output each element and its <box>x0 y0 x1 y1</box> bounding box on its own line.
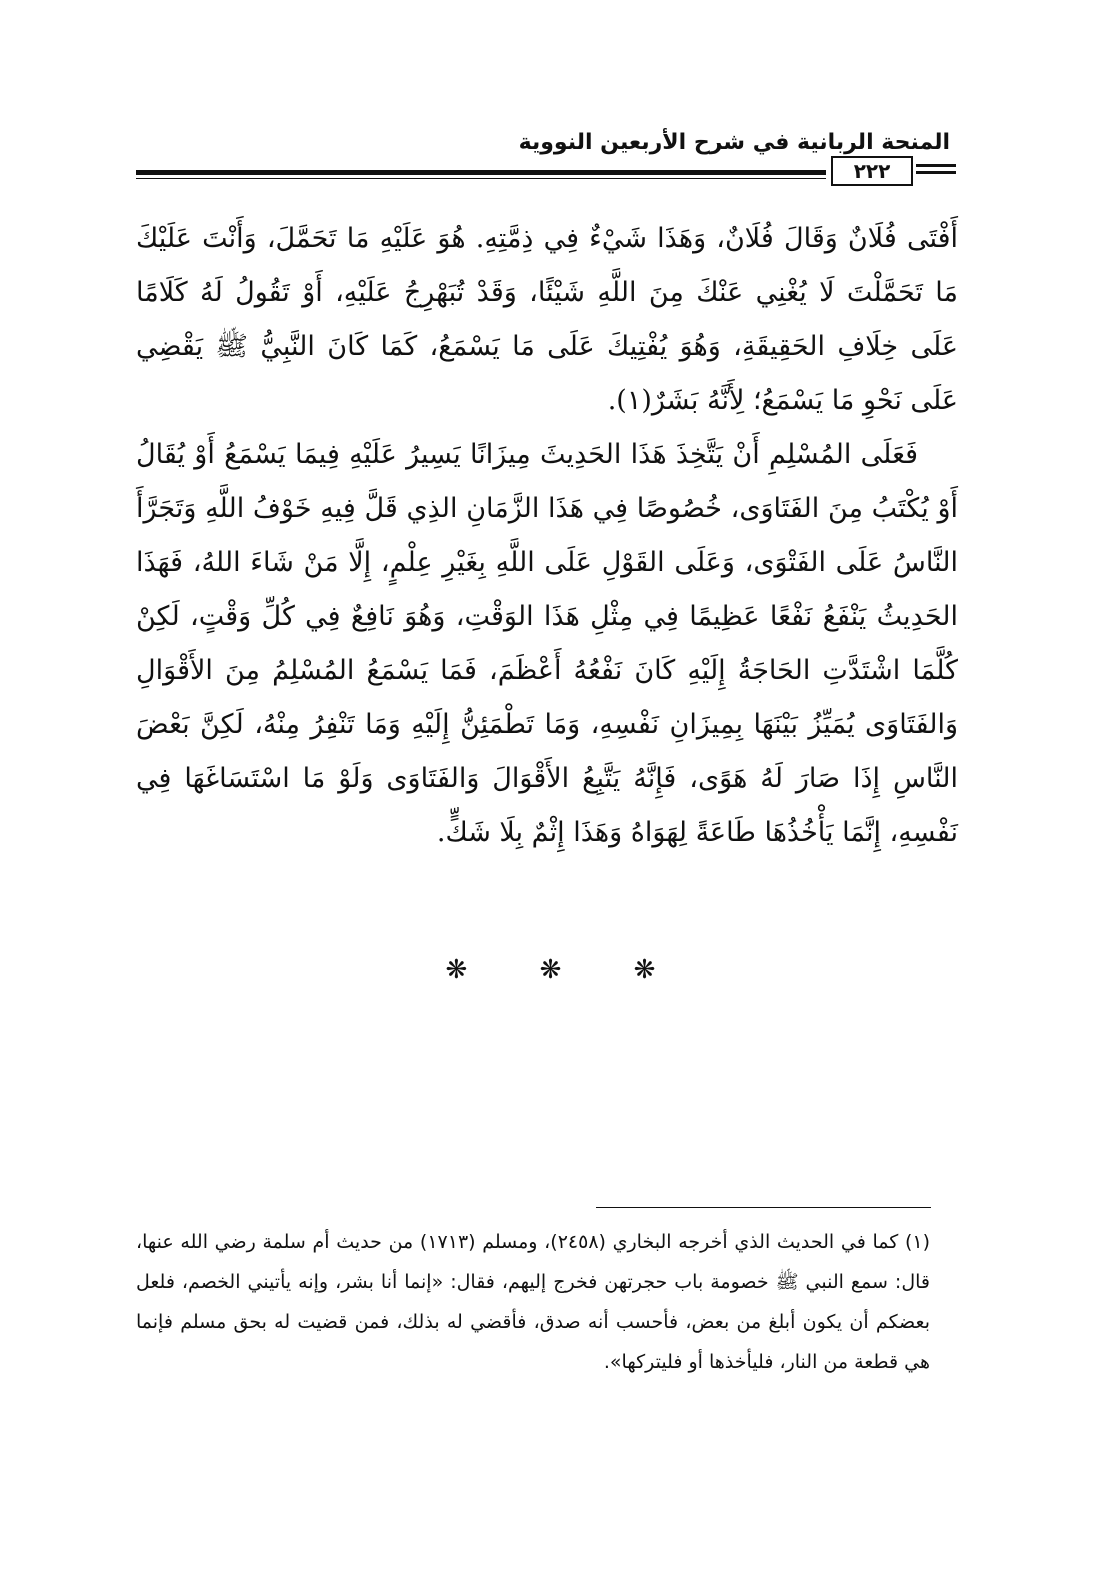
section-separator <box>0 955 1101 985</box>
header-decoration-bars <box>916 164 956 178</box>
paragraph: فَعَلَى المُسْلِمِ أَنْ يَتَّخِذَ هَذَا الحَدِيثَ مِيزَانًا يَسِيرُ عَلَيْهِ فِيمَا يَسْمَعُ أَوْ يُقَالُ أَوْ يُكْتَبُ مِنَ الفَتَاوَى، خُصُوصًا فِي هَذَا الزَّمَانِ الذِي قَلَّ فِيهِ خَوْفُ اللَّهِ وَتَجَرَّأَ النَّاسُ عَلَى الفَتْوَى، وَعَلَى القَوْلِ عَلَى اللَّهِ بِغَيْرِ عِلْمٍ، إِلَّا مَنْ شَاءَ اللهُ، فَهَذَا الحَدِيثُ يَنْفَعُ نَفْعًا عَظِيمًا فِي مِثْلِ هَذَا الوَقْتِ، وَهُوَ نَافِعٌ فِي كُلِّ وَقْتٍ، لَكِنْ كُلَّمَا اشْتَدَّتِ الحَاجَةُ إِلَيْهِ كَانَ نَفْعُهُ أَعْظَمَ، فَمَا يَسْمَعُ المُسْلِمُ مِنَ الأَقْوَالِ وَالفَتَاوَى يُمَيِّزُ بَيْنَهَا بِمِيزَانِ نَفْسِهِ، وَمَا تَطْمَئِنُّ إِلَيْهِ وَمَا تَنْفِرُ مِنْهُ، لَكِنَّ بَعْضَ النَّاسِ إِذَا صَارَ لَهُ هَوًى، فَإِنَّهُ يَتَّبِعُ الأَقْوَالَ وَالفَتَاوَى وَلَوْ مَا اسْتَسَاغَهَا فِي نَفْسِهِ، إِنَّمَا يَأْخُذُهَا طَاعَةً لِهَوَاهُ وَهَذَا إِثْمٌ بِلَا شَكٍّ. <box>136 439 958 848</box>
header-rule-thick <box>136 170 826 175</box>
star-ornament-icon: ❋ <box>539 955 562 985</box>
header-rule-thin <box>136 178 826 179</box>
main-text <box>136 212 958 860</box>
page-header <box>136 130 956 190</box>
star-ornament-icon: ❋ <box>445 955 468 985</box>
footnote-rule <box>596 1207 931 1208</box>
star-ornament-icon: ❋ <box>633 955 656 985</box>
paragraph: أَفْتَى فُلَانٌ وَقَالَ فُلَانٌ، وَهَذَا شَيْءٌ فِي ذِمَّتِهِ. هُوَ عَلَيْهِ مَا تَحَمَّلَ، وَأَنْتَ عَلَيْكَ مَا تَحَمَّلْتَ لَا يُغْنِي عَنْكَ مِنَ اللَّهِ شَيْئًا، وَقَدْ تُبَهْرِجُ عَلَيْهِ، أَوْ تَقُولُ لَهُ كَلَامًا عَلَى خِلَافِ الحَقِيقَةِ، وَهُوَ يُفْتِيكَ عَلَى مَا يَسْمَعُ، كَمَا كَانَ النَّبِيُّ ﷺ يَقْضِي عَلَى نَحْوِ مَا يَسْمَعُ؛ لِأَنَّهُ بَشَرٌ(١). <box>136 223 958 416</box>
footnote <box>136 1222 930 1382</box>
page-number: ٢٢٢ <box>831 156 913 186</box>
footnote-text: (١) كما في الحديث الذي أخرجه البخاري (٢٤٥٨)، ومسلم (١٧١٣) من حديث أم سلمة رضي الله عنها، قال: سمع النبي ﷺ خصومة باب حجرتهن فخرج إليهم، فقال: «إنما أنا بشر، وإنه يأتيني الخصم، فلعل بعضكم أن يكون أبلغ من بعض، فأحسب أنه صدق، فأقضي له بذلك، فمن قضيت له بحق مسلم فإنما هي قطعة من النار، فليأخذها أو فليتركها». <box>136 1231 931 1373</box>
running-title: المنحة الربانية في شرح الأربعين النووية <box>518 130 950 155</box>
